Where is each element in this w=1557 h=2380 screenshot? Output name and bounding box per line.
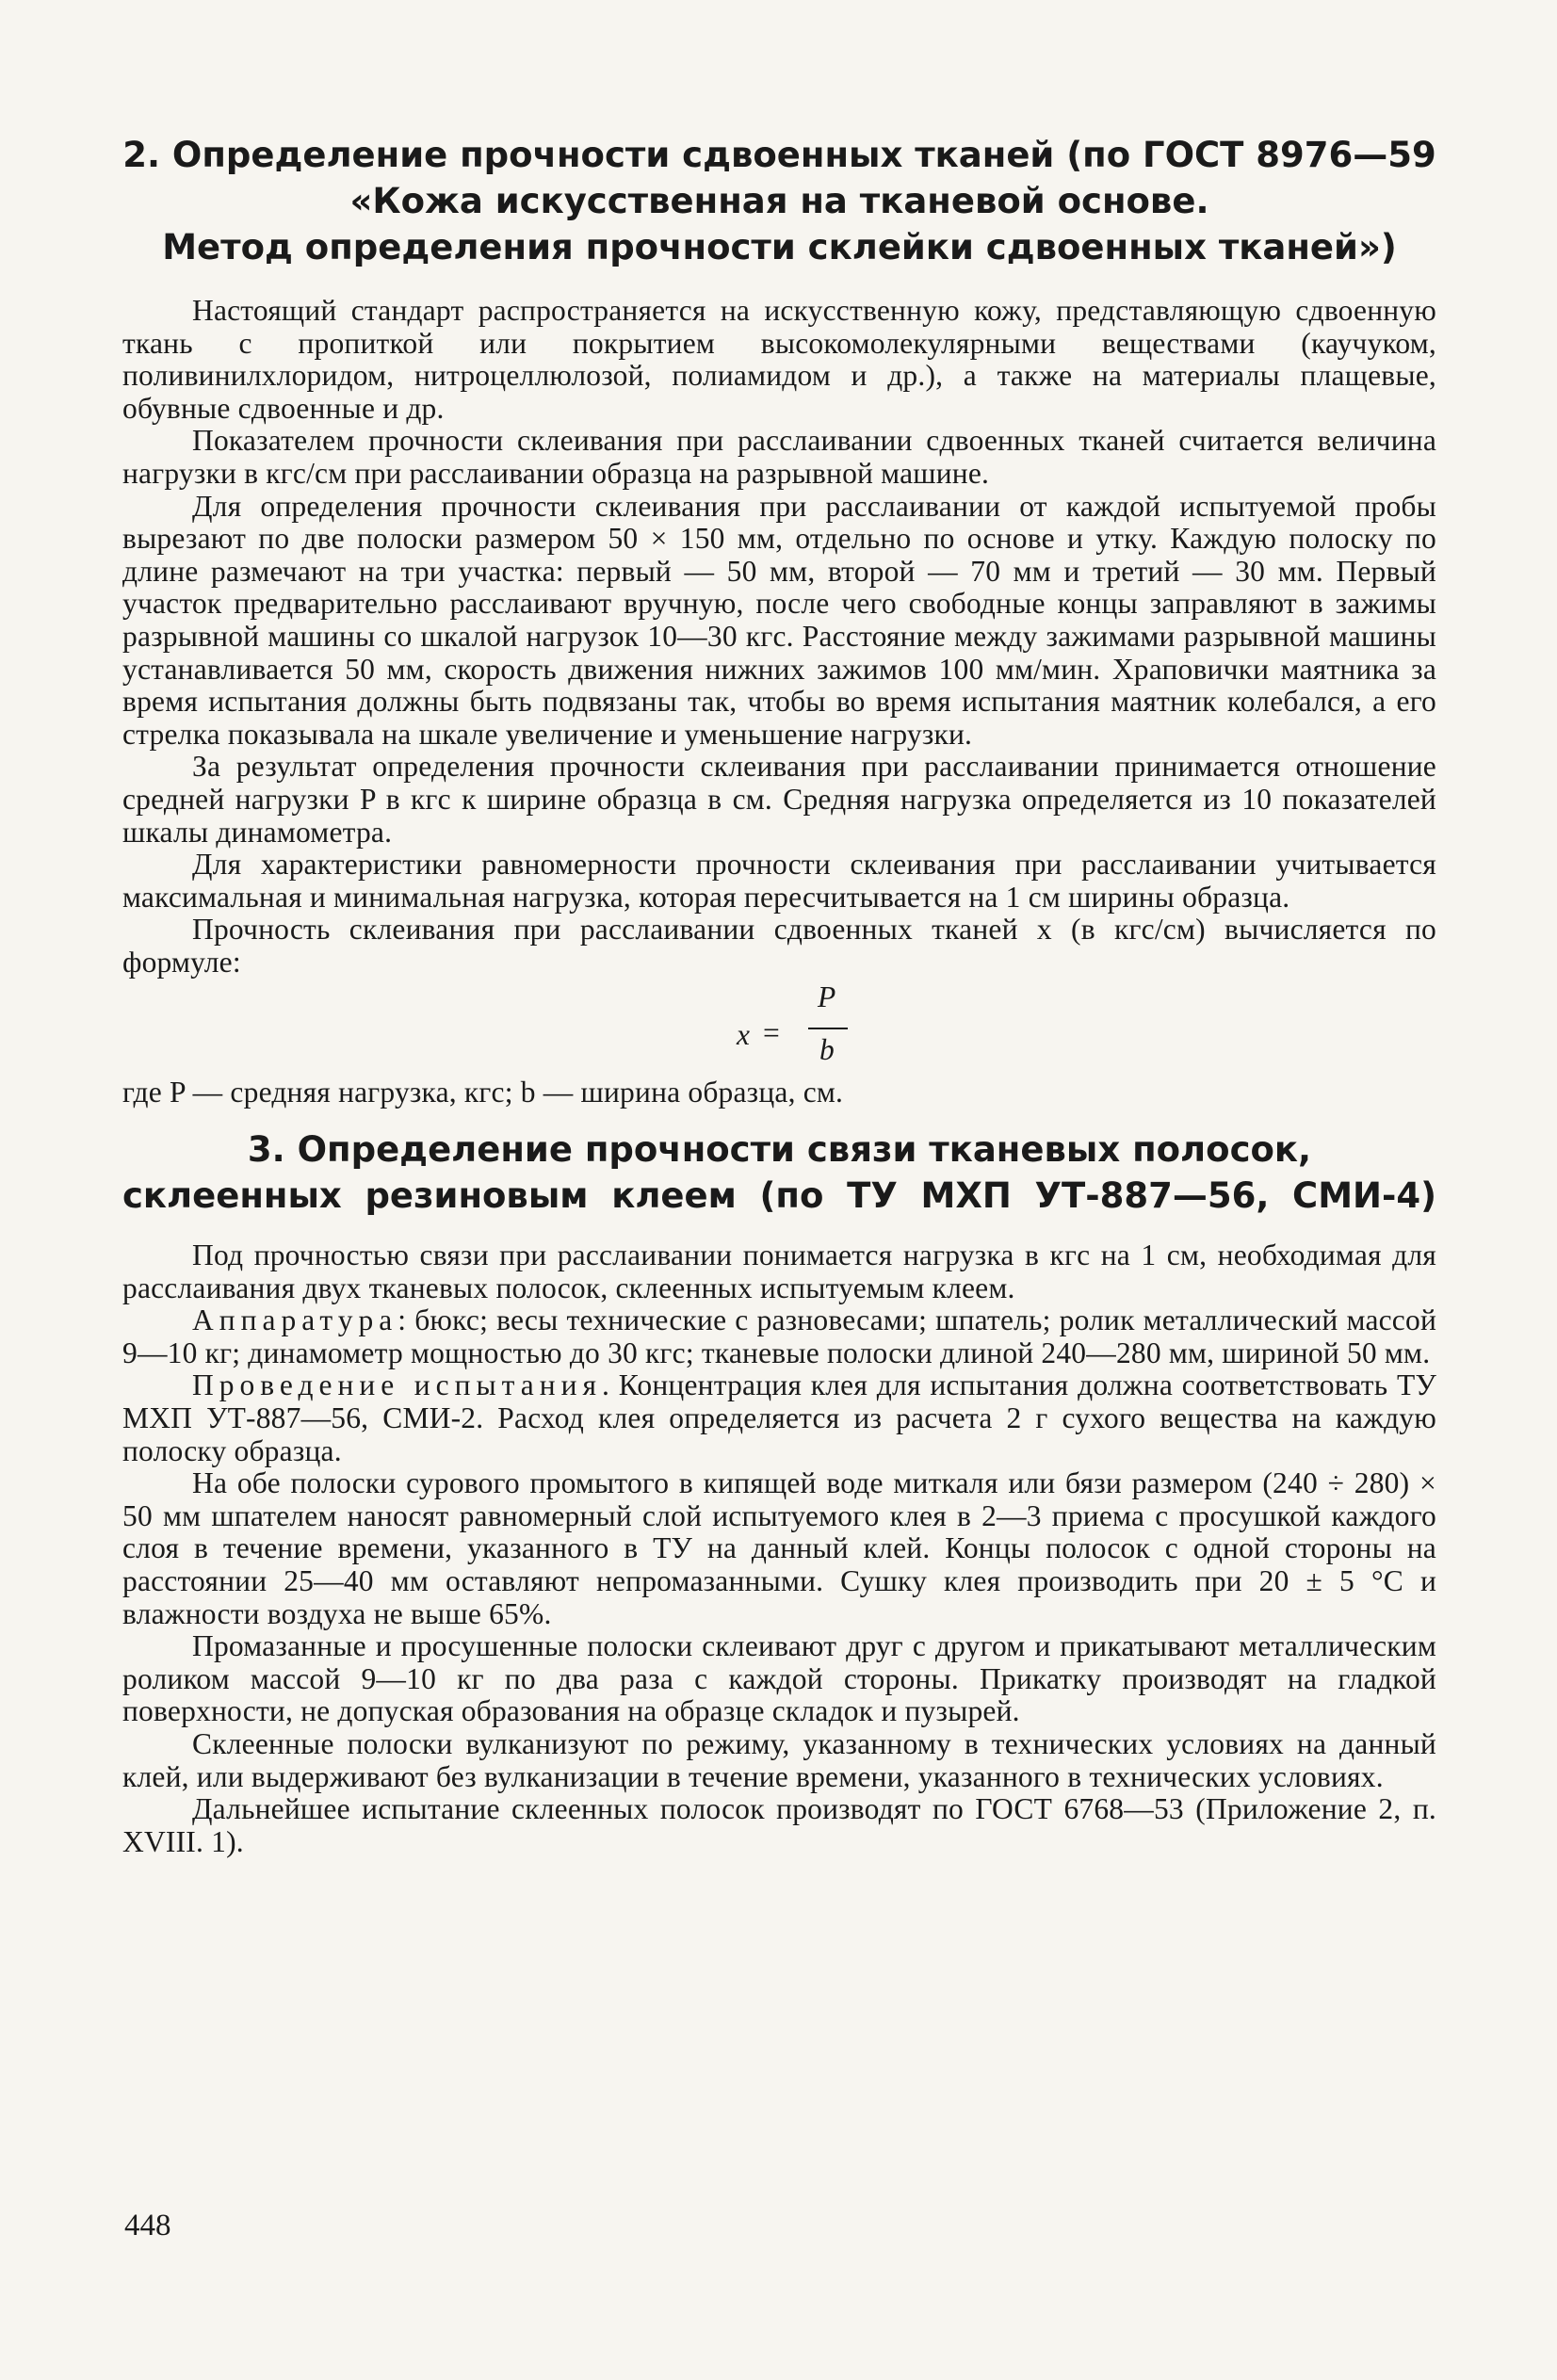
- formula-fraction-bar: [808, 1028, 848, 1029]
- section-2-heading-line3: Метод определения прочности склейки сдвоенных тканей»): [162, 227, 1397, 267]
- apparatus-text: : бюкс; весы технические с разновесами; шпатель; ролик металлический массой 9—10 кг; динамометр мощностью до 30 кгс; тканевые полоски длиной 240—280 мм, шириной 50 мм.: [122, 1303, 1436, 1369]
- formula-lhs: x: [737, 1018, 750, 1052]
- s2-paragraph-indicator: Показателем прочности склеивания при расслаивании сдвоенных тканей считается величина нагрузки в кгс/см при расслаивании образца на разрывной машине.: [122, 424, 1436, 490]
- section-3-heading-line1: 3. Определение прочности связи тканевых полосок,: [247, 1129, 1312, 1171]
- s3-paragraph-further-test: Дальнейшее испытание склеенных полосок производят по ГОСТ 6768—53 (Приложение 2, п. XVIII. 1).: [122, 1792, 1436, 1858]
- s3-paragraph-vulcanization: Склеенные полоски вулканизуют по режиму, указанному в технических условиях на данный клей, или выдерживают без вулканизации в течение времени, указанного в технических условиях.: [122, 1726, 1436, 1793]
- page-number: 448: [124, 2209, 171, 2242]
- s2-paragraph-scope: Настоящий стандарт распространяется на искусственную кожу, представляющую сдвоенную ткань с пропиткой или покрытием высокомолекулярными веществами (каучуком, поливинилхлоридом, нитроцеллюлозой, полиамидом и др.), а также на материалы плащевые, обувные сдвоенные и др.: [122, 294, 1436, 425]
- s2-paragraph-legend: где P — средняя нагрузка, кгс; b — ширина образца, см.: [122, 1076, 844, 1109]
- section-2-heading-line2: «Кожа искусственная на тканевой основе.: [349, 181, 1209, 221]
- formula-equals: =: [763, 1016, 780, 1050]
- s3-paragraph-application: На обе полоски сурового промытого в кипящей воде миткаля или бязи размером (240 ÷ 280) × 50 мм шпателем наносят равномерный слой испытуемого клея в 2—3 приема с просушкой каждого слоя в течение времени, указанного в ТУ на данный клей. Концы полосок с одной стороны на расстоянии 25—40 мм оставляют непромазанными. Сушку клея производить при 20 ± 5 °С и влажности воздуха не выше 65%.: [122, 1466, 1436, 1630]
- section-3-heading: [122, 1126, 1436, 1219]
- procedure-label: Проведение испытания: [192, 1368, 602, 1402]
- s2-paragraph-procedure: Для определения прочности склеивания при расслаивании от каждой испытуемой пробы вырезают по две полоски размером 50 × 150 мм, отдельно по основе и утку. Каждую полоску по длине размечают на три участка: первый — 50 мм, второй — 70 мм и третий — 30 мм. Первый участок предварительно расслаивают вручную, после чего свободные концы заправляют в зажимы разрывной машины со шкалой нагрузок 10—30 кгс. Расстояние между зажимами разрывной машины устанавливается 50 мм, скорость движения нижних зажимов 100 мм/мин. Храповички маятника за время испытания должны быть подвязаны так, чтобы во время испытания маятник колебался, а его стрелка показывала на шкале увеличение и уменьшение нагрузки.: [122, 489, 1436, 751]
- s2-paragraph-formula-intro: Прочность склеивания при расслаивании сдвоенных тканей x (в кгс/см) вычисляется по формуле:: [122, 913, 1436, 979]
- s3-paragraph-definition: Под прочностью связи при расслаивании понимается нагрузка в кгс на 1 см, необходимая для расслаивания двух тканевых полосок, склеенных испытуемым клеем.: [122, 1239, 1436, 1304]
- s2-paragraph-uniformity: Для характеристики равномерности прочности склеивания при расслаивании учитывается максимальная и минимальная нагрузка, которая пересчитывается на 1 см ширины образца.: [122, 848, 1436, 914]
- apparatus-label: Аппаратура: [192, 1303, 398, 1337]
- s3-paragraph-apparatus: [122, 1304, 1436, 1369]
- s3-paragraph-test-procedure: [122, 1369, 1436, 1467]
- s2-paragraph-result: За результат определения прочности склеивания при расслаивании принимается отношение средней нагрузки P в кгс к ширине образца в см. Средняя нагрузка определяется из 10 показателей шкалы динамометра.: [122, 750, 1436, 849]
- procedure-text: . Концентрация клея для испытания должна соответствовать ТУ МХП УТ-887—56, СМИ-2. Расход клея определяется из расчета 2 г сухого вещества на каждую полоску образца.: [122, 1368, 1436, 1467]
- s3-paragraph-rolling: Промазанные и просушенные полоски склеивают друг с другом и прикатывают металлическим роликом массой 9—10 кг по два раза с каждой стороны. Прикатку производят на гладкой поверхности, не допуская образования на образце складок и пузырей.: [122, 1629, 1436, 1728]
- strength-formula: [122, 979, 1436, 1077]
- section-2-heading-line1: 2. Определение прочности сдвоенных тканей (по ГОСТ 8976—59: [122, 135, 1436, 175]
- section-3-heading-line2: склеенных резиновым клеем (по ТУ МХП УТ-887—56, СМИ-4): [122, 1175, 1436, 1217]
- section-2-heading: [122, 132, 1436, 270]
- formula-numerator: P: [818, 980, 836, 1014]
- page-body: [122, 132, 1436, 1858]
- formula-denominator: b: [819, 1033, 835, 1067]
